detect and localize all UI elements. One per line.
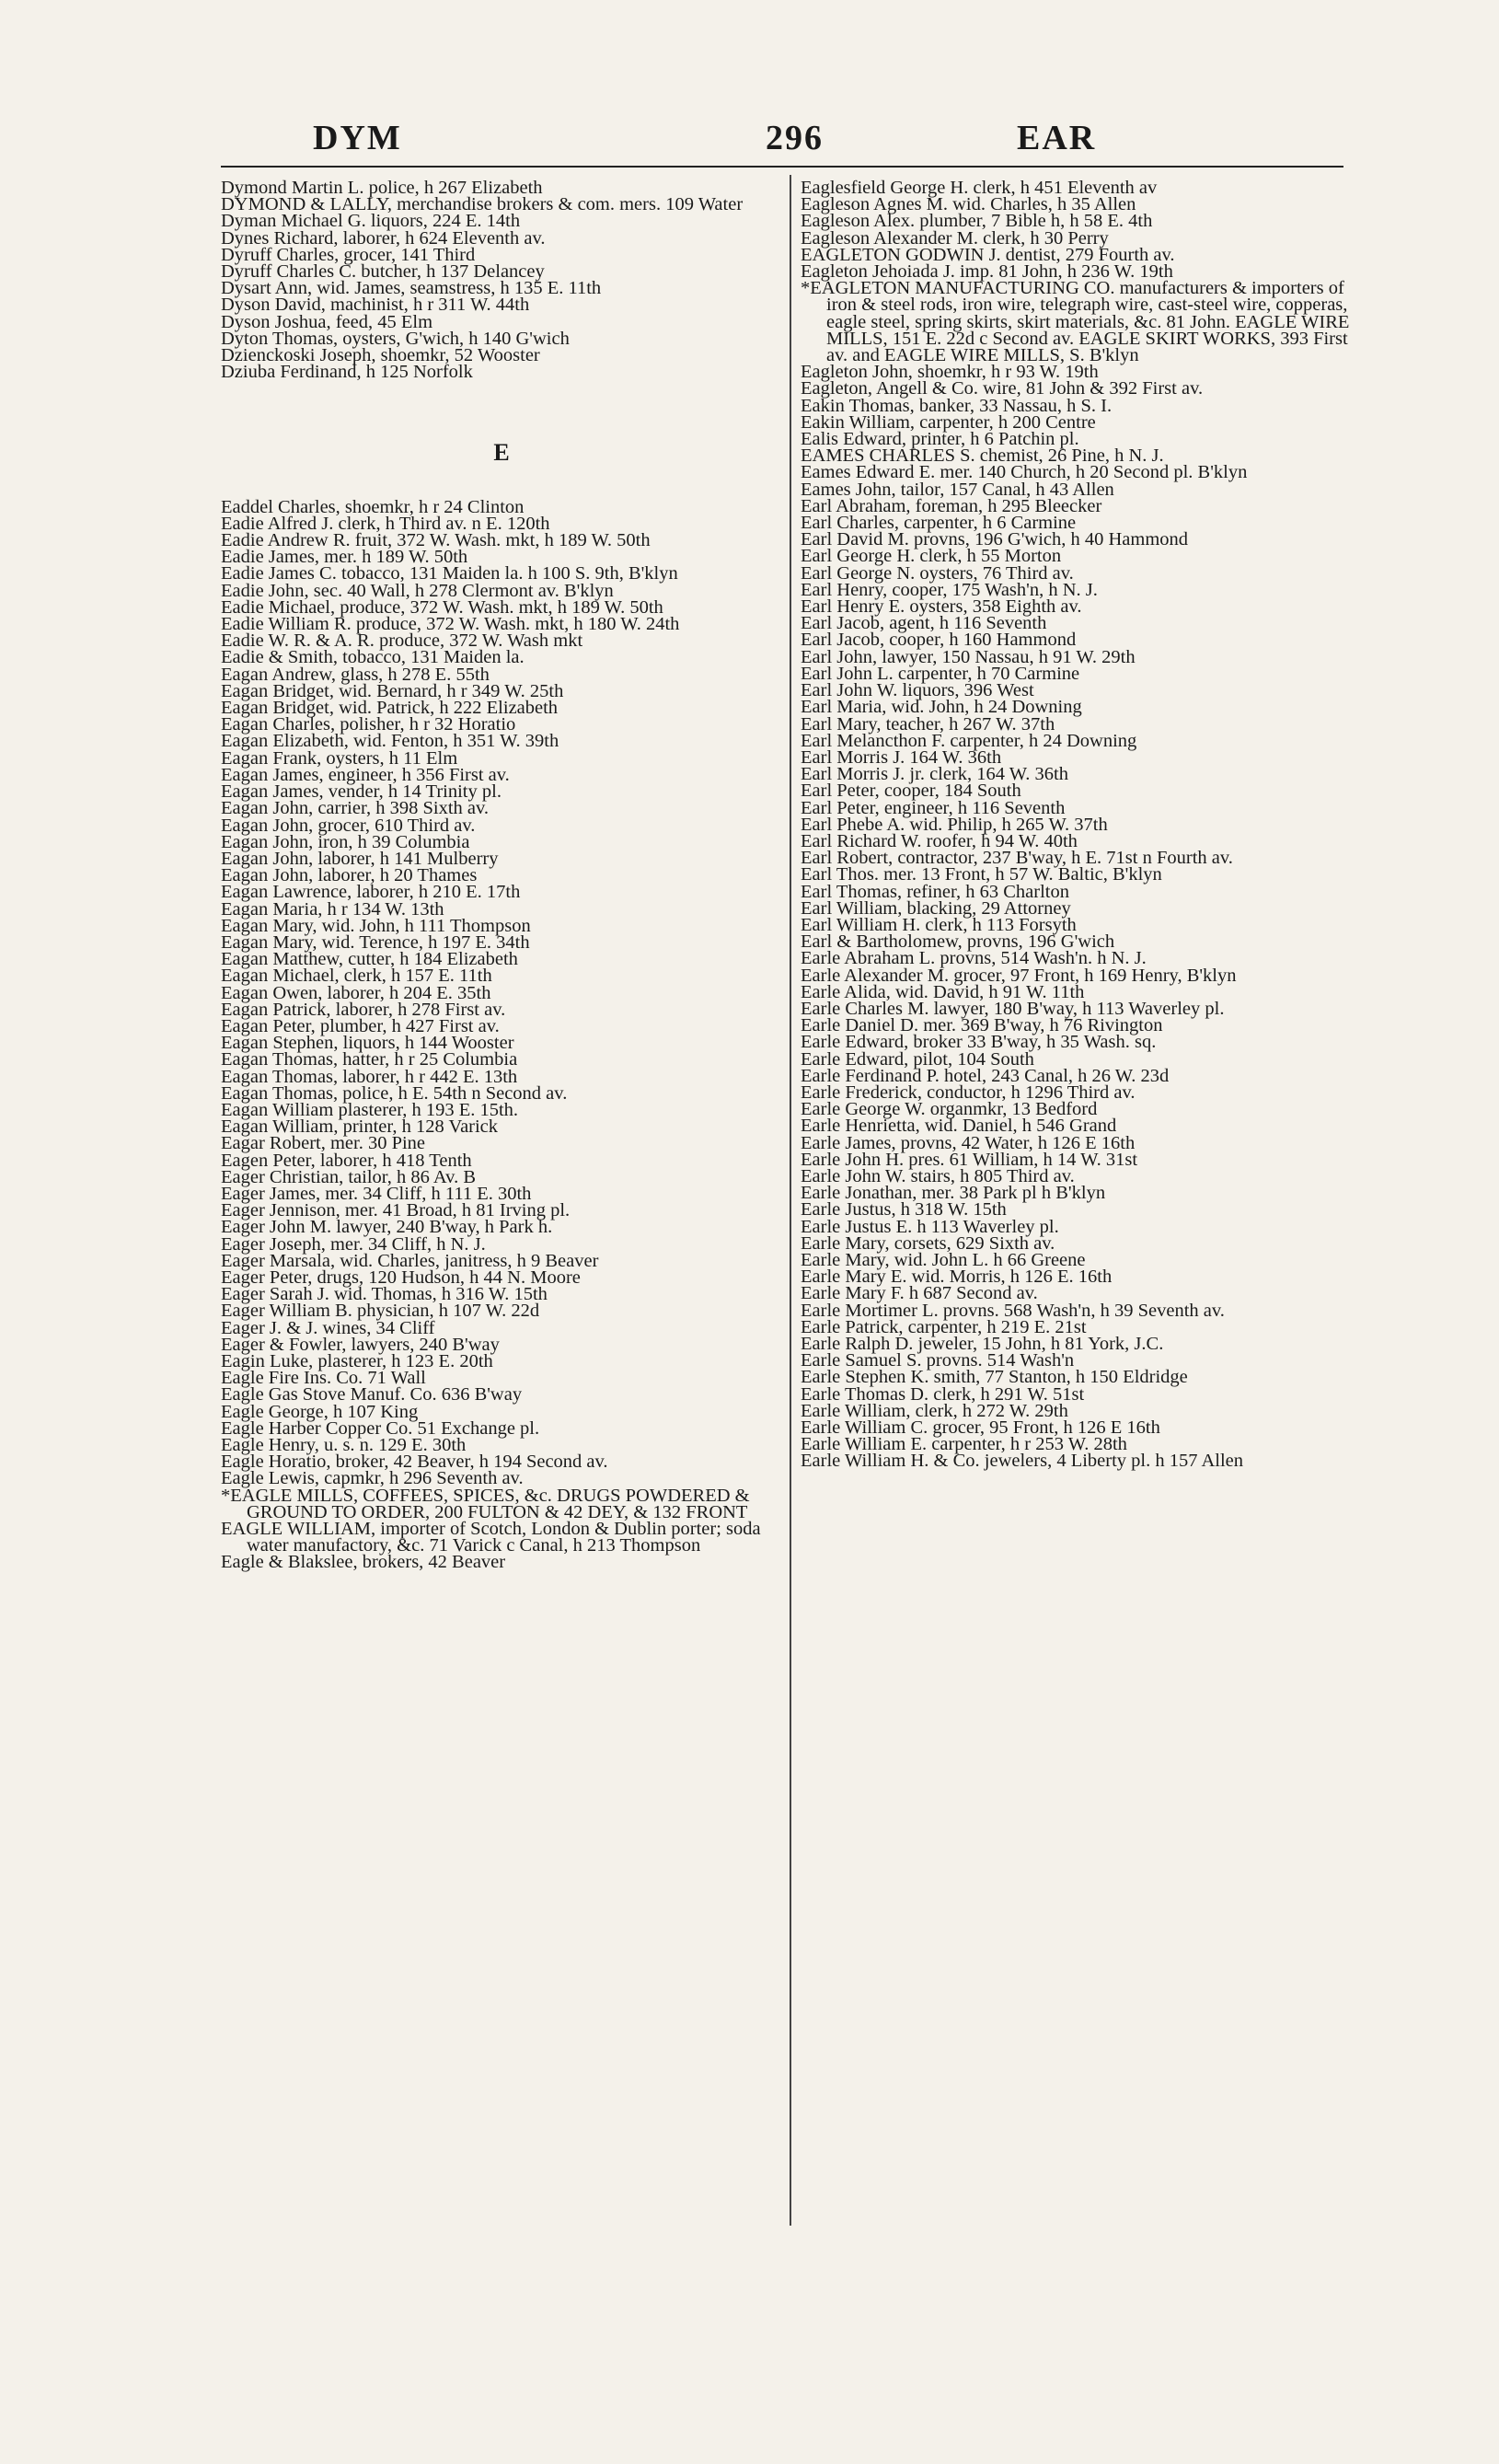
directory-entry: Earl Jacob, agent, h 116 Seventh [801, 613, 1047, 634]
directory-entry: Dyruff Charles, grocer, 141 Third [221, 244, 476, 265]
directory-entry: Eager J. & J. wines, 34 Cliff [221, 1317, 435, 1338]
header-rule [221, 166, 1343, 168]
directory-entry: Earle William, clerk, h 272 W. 29th [801, 1400, 1068, 1421]
directory-entry: Eagan Mary, wid. Terence, h 197 E. 34th [221, 931, 530, 953]
directory-entry: Earl Henry, cooper, 175 Wash'n, h N. J. [801, 579, 1098, 600]
directory-entry: Earle Mortimer L. provns. 568 Wash'n, h 39 Seventh av. [801, 1300, 1225, 1321]
directory-entry: Earl Peter, cooper, 184 South [801, 781, 1021, 802]
directory-entry: Earle William C. grocer, 95 Front, h 126 E 16th [801, 1417, 1160, 1439]
directory-entry: Earle Charles M. lawyer, 180 B'way, h 113 Waverley pl. [801, 998, 1225, 1019]
directory-entry: Earl Robert, contractor, 237 B'way, h E. 71st n Fourth av. [801, 848, 1233, 869]
directory-entry: *EAGLETON MANUFACTURING CO. manufacturers & importers of iron & steel rods, iron wire, telegraph wire, cast-steel wire, copperas, eagle steel, spring skirts, skirt materials, &c. 81 John. EAGLE WIRE MILLS, 151 E. 22d c Second av. EAGLE SKIRT WORKS, 393 First av. and EAGLE WIRE MILLS, S. B'klyn [801, 278, 1350, 366]
directory-entry: Eaglesfield George H. clerk, h 451 Eleventh av [801, 178, 1158, 198]
directory-entry: Eames John, tailor, 157 Canal, h 43 Allen [801, 479, 1114, 500]
directory-entry: Earle Stephen K. smith, 77 Stanton, h 150 Eldridge [801, 1367, 1188, 1388]
section-heading: E [493, 439, 510, 467]
directory-entry: Eakin William, carpenter, h 200 Centre [801, 411, 1096, 433]
directory-entry: Earle Henrietta, wid. Daniel, h 546 Grand [801, 1116, 1117, 1137]
directory-entry: Eager Jennison, mer. 41 Broad, h 81 Irving pl. [221, 1200, 571, 1221]
directory-entry: Eagle George, h 107 King [221, 1401, 419, 1422]
directory-entry: Eager John M. lawyer, 240 B'way, h Park h. [221, 1217, 553, 1238]
directory-entry: Earle Samuel S. provns. 514 Wash'n [801, 1350, 1075, 1371]
directory-entry: Eagan John, carrier, h 398 Sixth av. [221, 798, 490, 819]
directory-entry: Eagin Luke, plasterer, h 123 E. 20th [221, 1351, 493, 1371]
directory-entry: Eagan Maria, h r 134 W. 13th [221, 898, 444, 920]
directory-entry: Earle Alida, wid. David, h 91 W. 11th [801, 981, 1085, 1002]
directory-entry: Eakin Thomas, banker, 33 Nassau, h S. I. [801, 395, 1113, 416]
directory-entry: Eadie Andrew R. fruit, 372 W. Wash. mkt, h 189 W. 50th [221, 530, 651, 551]
directory-entry: Eagleton, Angell & Co. wire, 81 John & 392 First av. [801, 378, 1204, 399]
directory-entry: Earl Phebe A. wid. Philip, h 265 W. 37th [801, 814, 1108, 835]
directory-entry: Eagan Peter, plumber, h 427 First av. [221, 1015, 500, 1036]
directory-entry: Eager James, mer. 34 Cliff, h 111 E. 30th [221, 1183, 532, 1204]
directory-entry: Eadie Michael, produce, 372 W. Wash. mkt, h 189 W. 50th [221, 596, 663, 618]
directory-entry: Earl Morris J. 164 W. 36th [801, 746, 1002, 768]
directory-entry: Earl Maria, wid. John, h 24 Downing [801, 697, 1082, 718]
directory-entry: Eagan Andrew, glass, h 278 E. 55th [221, 664, 490, 685]
directory-entry: Earl George N. oysters, 76 Third av. [801, 562, 1074, 584]
directory-entry: Earle Edward, broker 33 B'way, h 35 Wash. sq. [801, 1032, 1157, 1053]
directory-entry: Earl John, lawyer, 150 Nassau, h 91 W. 29th [801, 646, 1136, 667]
directory-entry: Earle William H. & Co. jewelers, 4 Liberty pl. h 157 Allen [801, 1451, 1244, 1472]
directory-entry: Earl Richard W. roofer, h 94 W. 40th [801, 830, 1078, 851]
directory-entry: Eagle Henry, u. s. n. 129 E. 30th [221, 1435, 467, 1456]
directory-entry: Eagan John, laborer, h 141 Mulberry [221, 848, 499, 869]
directory-entry: DYMOND & LALLY, merchandise brokers & com. mers. 109 Water [221, 194, 744, 215]
directory-entry: Earl Henry E. oysters, 358 Eighth av. [801, 596, 1082, 618]
directory-entry: Earl Thos. mer. 13 Front, h 57 W. Baltic, B'klyn [801, 864, 1162, 885]
directory-entry: Earl William H. clerk, h 113 Forsyth [801, 914, 1077, 935]
directory-entry: EAGLETON GODWIN J. dentist, 279 Fourth av. [801, 244, 1175, 265]
directory-entry: Dyson Joshua, feed, 45 Elm [221, 311, 433, 332]
directory-entry: Eagan Stephen, liquors, h 144 Wooster [221, 1033, 514, 1054]
directory-entry: Eagan Thomas, police, h E. 54th n Second av. [221, 1082, 568, 1104]
directory-entry: Eagan Matthew, cutter, h 184 Elizabeth [221, 949, 518, 970]
directory-entry: Eagan Thomas, laborer, h r 442 E. 13th [221, 1066, 518, 1087]
directory-entry: Eagan Thomas, hatter, h r 25 Columbia [221, 1049, 518, 1070]
directory-entry: Eagan James, engineer, h 356 First av. [221, 764, 510, 785]
directory-entry: Earle Frederick, conductor, h 1296 Third av. [801, 1082, 1136, 1103]
directory-entry: Eagan Lawrence, laborer, h 210 E. 17th [221, 882, 521, 903]
directory-entry: Eagan Elizabeth, wid. Fenton, h 351 W. 39th [221, 731, 559, 752]
directory-entry: Eager William B. physician, h 107 W. 22d [221, 1301, 540, 1322]
directory-entry: *EAGLE MILLS, COFFEES, SPICES, &c. DRUGS POWDERED & GROUND TO ORDER, 200 FULTON & 42 DEY, & 132 FRONT [221, 1485, 750, 1522]
directory-entry: Eagleson Alexander M. clerk, h 30 Perry [801, 227, 1109, 249]
directory-entry: Eagle Harber Copper Co. 51 Exchange pl. [221, 1417, 540, 1439]
directory-entry: Eagle Gas Stove Manuf. Co. 636 B'way [221, 1384, 523, 1406]
directory-entry: Earl William, blacking, 29 Attorney [801, 897, 1071, 919]
directory-entry: Dyson David, machinist, h r 311 W. 44th [221, 295, 530, 316]
directory-entry: Eagan Bridget, wid. Bernard, h r 349 W. 25th [221, 680, 564, 701]
directory-entry: Eager Peter, drugs, 120 Hudson, h 44 N. Moore [221, 1267, 581, 1288]
column-divider [790, 175, 791, 2226]
directory-entry: Earle James, provns, 42 Water, h 126 E 16th [801, 1132, 1136, 1153]
directory-entry: Earle Ferdinand P. hotel, 243 Canal, h 26 W. 23d [801, 1065, 1170, 1086]
page-number: 296 [766, 119, 824, 157]
directory-entry: Eagan Bridget, wid. Patrick, h 222 Elizabeth [221, 698, 559, 719]
directory-entry: Earl & Bartholomew, provns, 196 G'wich [801, 931, 1115, 953]
directory-entry: Earl Mary, teacher, h 267 W. 37th [801, 713, 1055, 735]
directory-entry: Earle Jonathan, mer. 38 Park pl h B'klyn [801, 1183, 1106, 1204]
directory-entry: Earle Alexander M. grocer, 97 Front, h 169 Henry, B'klyn [801, 965, 1237, 986]
directory-entry: Eagleson Alex. plumber, 7 Bible h, h 58 E. 4th [801, 211, 1153, 232]
directory-entry: Dyman Michael G. liquors, 224 E. 14th [221, 211, 521, 232]
directory-entry: Eagan John, grocer, 610 Third av. [221, 815, 476, 836]
directory-entry: Earl David M. provns, 196 G'wich, h 40 Hammond [801, 529, 1189, 550]
directory-entry: Earle Mary E. wid. Morris, h 126 E. 16th [801, 1267, 1113, 1288]
directory-entry: Earl Thomas, refiner, h 63 Charlton [801, 881, 1069, 902]
directory-entry: Earle Mary F. h 687 Second av. [801, 1283, 1038, 1304]
directory-entry: Eadie James, mer. h 189 W. 50th [221, 547, 468, 568]
directory-entry: Eadie Alfred J. clerk, h Third av. n E. 120th [221, 513, 550, 534]
directory-entry: Earle Daniel D. mer. 369 B'way, h 76 Rivington [801, 1015, 1163, 1036]
directory-entry: Dyton Thomas, oysters, G'wich, h 140 G'wich [221, 328, 570, 349]
directory-entry: Dziencko​ski Joseph, shoemkr, 52 Wooster [221, 345, 540, 366]
directory-entry: Eagleton Jehoiada J. imp. 81 John, h 236 W. 19th [801, 261, 1173, 283]
directory-entry: Earl Jacob, cooper, h 160 Hammond [801, 630, 1077, 651]
directory-entry: Eagen Peter, laborer, h 418 Tenth [221, 1150, 472, 1171]
directory-entry: EAGLE WILLIAM, importer of Scotch, London & Dublin porter; soda water manufactory, &c. 71 Varick c Canal, h 213 Thompson [221, 1519, 761, 1556]
directory-entry: Earle Thomas D. clerk, h 291 W. 51st [801, 1383, 1085, 1405]
directory-entry: Eagar Robert, mer. 30 Pine [221, 1133, 426, 1154]
directory-entry: Eames Edward E. mer. 140 Church, h 20 Second pl. B'klyn [801, 462, 1248, 483]
directory-entry: Eager Joseph, mer. 34 Cliff, h N. J. [221, 1233, 486, 1255]
directory-entry: Eagle Horatio, broker, 42 Beaver, h 194 Second av. [221, 1452, 608, 1473]
directory-entry: Eagan William plasterer, h 193 E. 15th. [221, 1099, 519, 1120]
directory-entry: Dysart Ann, wid. James, seamstress, h 135 E. 11th [221, 278, 602, 299]
directory-entry: Earl John L. carpenter, h 70 Carmine [801, 663, 1080, 684]
directory-entry: Earl Morris J. jr. clerk, 164 W. 36th [801, 764, 1068, 785]
directory-entry: Earle John W. stairs, h 805 Third av. [801, 1165, 1075, 1186]
directory-entry: Earle John H. pres. 61 William, h 14 W. 31st [801, 1149, 1138, 1170]
directory-entry: Eagan Charles, polisher, h r 32 Horatio [221, 714, 516, 735]
directory-entry: Eagle & Blakslee, brokers, 42 Beaver [221, 1552, 506, 1573]
left-entries-top [221, 178, 782, 383]
directory-entry: Earle Ralph D. jeweler, 15 John, h 81 York, J.C. [801, 1334, 1164, 1355]
directory-entry: Eagan Patrick, laborer, h 278 First av. [221, 999, 506, 1020]
directory-entry: Earl Abraham, foreman, h 295 Bleecker [801, 495, 1102, 516]
directory-entry: Eagan John, iron, h 39 Columbia [221, 831, 470, 852]
directory-entry: Earl Charles, carpenter, h 6 Carmine [801, 513, 1077, 534]
directory-entry: Dynes Richard, laborer, h 624 Eleventh av. [221, 227, 546, 249]
directory-entry: Eadie John, sec. 40 Wall, h 278 Clermont av. B'klyn [221, 580, 614, 601]
directory-entry: Earle Edward, pilot, 104 South [801, 1048, 1034, 1070]
directory-entry: Eagan John, laborer, h 20 Thames [221, 865, 478, 886]
right-column [801, 179, 1362, 1470]
directory-entry: Earl George H. clerk, h 55 Morton [801, 546, 1062, 567]
directory-entry: Eagle Fire Ins. Co. 71 Wall [221, 1368, 426, 1389]
directory-entry: Eagan Frank, oysters, h 11 Elm [221, 747, 458, 769]
directory-entry: Earle Abraham L. provns, 514 Wash'n. h N. J. [801, 948, 1147, 969]
directory-entry: Dziuba Ferdinand, h 125 Norfolk [221, 362, 473, 383]
directory-entry: Eadie & Smith, tobacco, 131 Maiden la. [221, 647, 525, 668]
directory-entry: Earl John W. liquors, 396 West [801, 680, 1034, 701]
directory-entry: Earle Justus E. h 113 Waverley pl. [801, 1216, 1059, 1237]
header-left-guide-word: DYM [313, 119, 402, 157]
directory-entry: Eagan Owen, laborer, h 204 E. 35th [221, 982, 491, 1003]
directory-entry: EAMES CHARLES S. chemist, 26 Pine, h N. J. [801, 445, 1164, 467]
directory-entry: Eagan James, vender, h 14 Trinity pl. [221, 781, 502, 803]
directory-entry: Eagleton John, shoemkr, h r 93 W. 19th [801, 362, 1099, 383]
directory-entry: Eager & Fowler, lawyers, 240 B'way [221, 1334, 500, 1355]
directory-entry: Eager Christian, tailor, h 86 Av. B [221, 1166, 477, 1187]
header-right-guide-word: EAR [1017, 119, 1097, 157]
directory-entry: Eagleson Agnes M. wid. Charles, h 35 Allen [801, 194, 1136, 215]
directory-entry: Earl Peter, engineer, h 116 Seventh [801, 797, 1066, 818]
left-column [221, 179, 782, 1571]
directory-entry: Earle George W. organmkr, 13 Bedford [801, 1099, 1098, 1120]
directory-entry: Eaddel Charles, shoemkr, h r 24 Clinton [221, 496, 525, 517]
directory-entry: Eagle Lewis, capmkr, h 296 Seventh av. [221, 1468, 524, 1489]
directory-entry: Eager Marsala, wid. Charles, janitress, h 9 Beaver [221, 1250, 599, 1271]
directory-entry: Eadie William R. produce, 372 W. Wash. mkt, h 180 W. 24th [221, 614, 680, 635]
directory-entry: Eager Sarah J. wid. Thomas, h 316 W. 15th [221, 1284, 548, 1305]
directory-entry: Earle Patrick, carpenter, h 219 E. 21st [801, 1316, 1087, 1337]
directory-entry: Dymond Martin L. police, h 267 Elizabeth [221, 178, 543, 198]
directory-entry: Eadie James C. tobacco, 131 Maiden la. h 100 S. 9th, B'klyn [221, 563, 678, 584]
directory-entry: Eagan William, printer, h 128 Varick [221, 1116, 499, 1138]
directory-entry: Earl Melancthon F. carpenter, h 24 Downing [801, 730, 1137, 751]
right-entries [801, 179, 1362, 1470]
left-entries-e [221, 496, 782, 1573]
directory-entry: Eagan Mary, wid. John, h 111 Thompson [221, 915, 531, 936]
directory-entry: Eagan Michael, clerk, h 157 E. 11th [221, 966, 492, 987]
directory-entry: Earle Mary, wid. John L. h 66 Greene [801, 1250, 1086, 1270]
directory-entry: Earle Justus, h 318 W. 15th [801, 1199, 1007, 1220]
directory-entry: Eadie W. R. & A. R. produce, 372 W. Wash mkt [221, 630, 583, 652]
directory-entry: Dyruff Charles C. butcher, h 137 Delancey [221, 261, 545, 283]
directory-entry: Earle William E. carpenter, h r 253 W. 28th [801, 1434, 1127, 1455]
directory-entry: Earle Mary, corsets, 629 Sixth av. [801, 1232, 1055, 1254]
directory-entry: Ealis Edward, printer, h 6 Patchin pl. [801, 429, 1079, 450]
